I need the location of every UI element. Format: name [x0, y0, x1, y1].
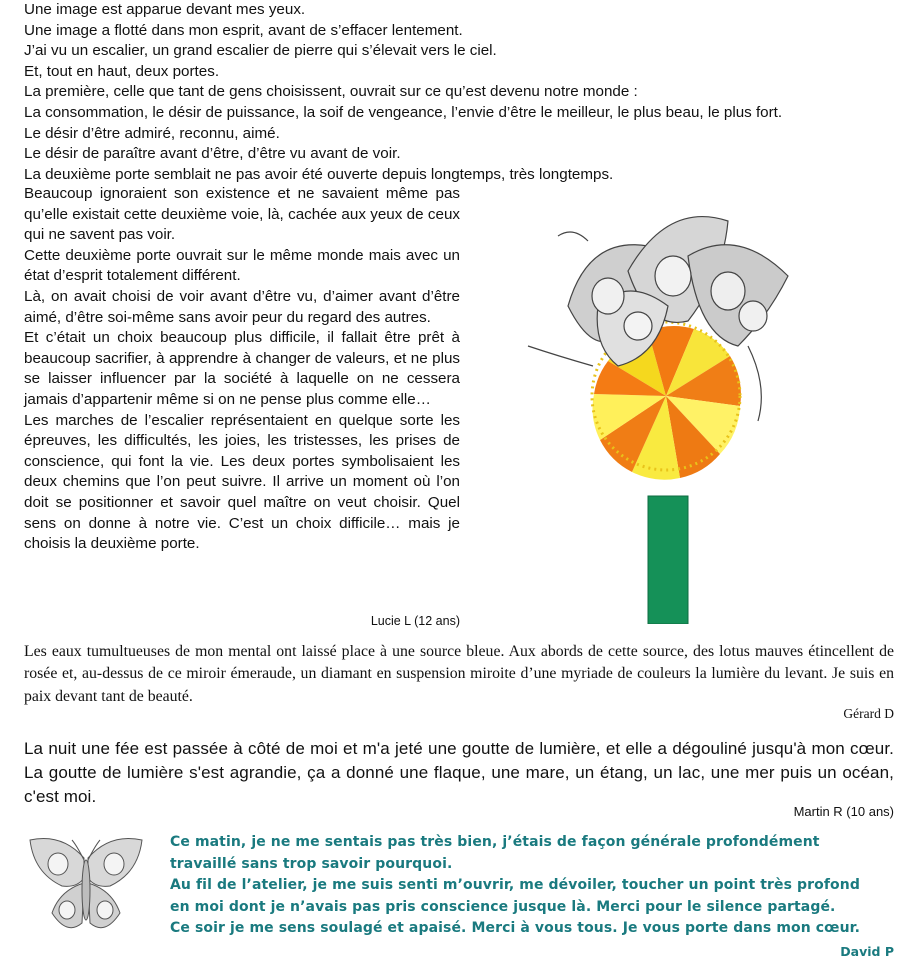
paragraph: Cette deuxième porte ouvrait sur le même monde mais avec un état d’esprit totalement différent.	[24, 246, 460, 285]
text-line: Ce matin, je ne me sentais pas très bien, j’étais de façon générale profondément	[170, 834, 820, 850]
text-line: Le désir de paraître avant d’être, d’être vu avant de voir.	[24, 145, 401, 163]
text-line: J’ai vu un escalier, un grand escalier de pierre qui s’élevait vers le ciel.	[24, 42, 497, 60]
paragraph: Beaucoup ignoraient son existence et ne savaient même pas qu’elle existait cette deuxième voie, là, cachée aux yeux de ceux qui ne savent pas voir.	[24, 185, 460, 244]
text-line: en moi dont je n’avais pas pris conscience jusque là. Merci pour le silence partagé.	[170, 898, 836, 915]
text-line: La première, celle que tant de gens choisissent, ouvrait sur ce qu’est devenu notre monde :	[24, 83, 638, 101]
text-line: Une image a flotté dans mon esprit, avant de s’effacer lentement.	[24, 21, 463, 39]
text-line: La deuxième porte semblait ne pas avoir été ouverte depuis longtemps, très longtemps.	[24, 165, 614, 183]
david-text	[170, 832, 896, 940]
lucie-text-column	[24, 184, 460, 555]
text-line: Ce soir je me sens soulagé et apaisé. Merci à vous tous. Je vous porte dans mon cœur.	[170, 920, 861, 936]
flower-drawing	[498, 196, 798, 624]
lucie-text-top	[24, 0, 904, 185]
text-line: Le désir d’être admiré, reconnu, aimé.	[24, 124, 280, 142]
paragraph: Là, on avait choisi de voir avant d’être vu, d’aimer avant d’être aimé, d’être soi-même sans avoir peur du regard des autres.	[24, 287, 460, 326]
butterfly-sketch	[22, 828, 150, 946]
signature-gerard: Gérard D	[843, 706, 894, 721]
text-line: travaillé sans trop savoir pourquoi.	[170, 855, 453, 872]
text-line: La consommation, le désir de puissance, la soif de vengeance, l’envie d’être le meilleur, le plus beau, le plus fort.	[24, 103, 783, 121]
martin-text: La nuit une fée est passée à côté de moi et m'a jeté une goutte de lumière, et elle a dégouliné jusqu'à mon cœur. La goutte de lumière s'est agrandie, ça a donné une flaque, une mare, un étang, un lac, une mer puis un océan, c'est moi.	[24, 739, 894, 806]
paragraph: Les marches de l’escalier représentaient en quelque sorte les épreuves, les difficultés, les joies, les tristesses, les prises de conscience, qui font la vie. Les deux portes symbolisaient les deux chemins que l’on peut suivre. Il arrive un moment où l’on doit se positionner et savoir quel maître on veut choisir. Quel sens on donne à notre vie. C’est un choix difficile… mais je choisis la deuxième porte.	[24, 411, 460, 553]
signature-martin: Martin R (10 ans)	[793, 804, 894, 819]
signature-lucie: Lucie L (12 ans)	[370, 614, 460, 628]
text-line: Et, tout en haut, deux portes.	[24, 62, 220, 80]
gerard-text: Les eaux tumultueuses de mon mental ont laissé place à une source bleue. Aux abords de cette source, des lotus mauves étincellent de rosée et, au-dessus de ce miroir émeraude, un diamant en suspension miroite d’une myriade de couleurs la lumière du levant. Je suis en paix devant tant de beauté.	[24, 643, 894, 705]
signature-david: David P	[840, 944, 894, 959]
text-line: Au fil de l’atelier, je me suis senti m’ouvrir, me dévoiler, toucher un point très profond	[170, 877, 860, 893]
paragraph: Et c’était un choix beaucoup plus difficile, il fallait être prêt à beaucoup sacrifier, à apprendre à changer de valeurs, et ne plus se laisser influencer par la société à laquelle on ne cessera jamais d’appartenir même si on ne pense plus comme elle…	[24, 329, 460, 408]
text-line: Une image est apparue devant mes yeux.	[24, 1, 306, 18]
